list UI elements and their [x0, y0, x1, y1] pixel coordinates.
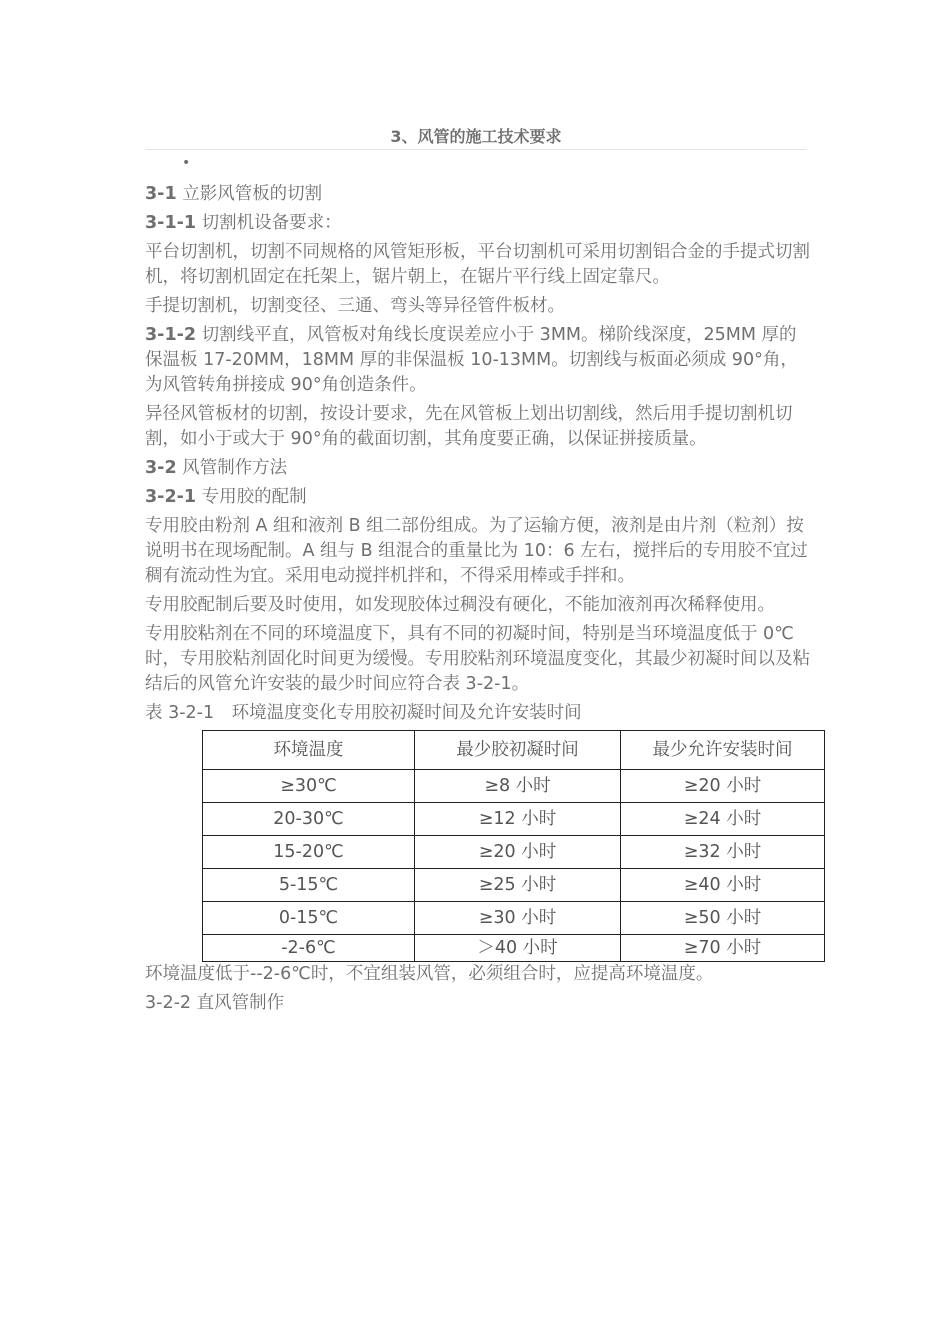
paragraph-glue-composition: 专用胶由粉剂 A 组和液剂 B 组二部份组成。为了运输方便，液剂是由片剂（粒剂）按说明书在现场配制。A 组与 B 组混合的重量比为 10：6 左右，搅拌后的专用胶不宜过稠有流动性为宜。采用电动搅拌机拌和，不得采用棒或手拌和。 — [145, 516, 808, 586]
table-cell: ≥30 小时 — [415, 902, 621, 935]
table-row — [203, 803, 825, 836]
table-cell: ≥8 小时 — [415, 770, 621, 803]
page-title: 3、风管的施工技术要求 — [390, 127, 562, 146]
table-row — [203, 770, 825, 803]
bullet-marker: • — [182, 155, 191, 171]
section-3-1-heading — [145, 182, 810, 207]
title-divider — [145, 149, 807, 150]
section-3-1-2-paragraph — [145, 323, 810, 398]
column-header: 最少允许安装时间 — [621, 731, 825, 770]
table-cell: 0-15℃ — [203, 902, 415, 935]
paragraph-glue-temperature: 专用胶粘剂在不同的环境温度下，具有不同的初凝时间，特别是当环境温度低于 0℃时，专用胶粘剂固化时间更为缓慢。专用胶粘剂环境温度变化，其最少初凝时间以及粘结后的风管允许安装的最少时间应符合表 3-2-1。 — [145, 624, 810, 694]
table-cell: ≥24 小时 — [621, 803, 825, 836]
section-number: 3-1-2 — [145, 325, 197, 345]
section-number: 3-1-1 — [145, 213, 197, 233]
table-cell: ≥25 小时 — [415, 869, 621, 902]
table-header-row — [203, 731, 825, 770]
table-row — [203, 869, 825, 902]
section-title: 切割机设备要求： — [196, 213, 342, 233]
section-title: 风管制作方法 — [176, 458, 288, 478]
table-row — [203, 902, 825, 935]
table-cell: 5-15℃ — [203, 869, 415, 902]
table-cell: -2-6℃ — [203, 935, 415, 962]
table-caption: 表 3-2-1 环境温度变化专用胶初凝时间及允许安装时间 — [145, 703, 582, 723]
table-cell: ≥20 小时 — [415, 836, 621, 869]
section-number: 3-1 — [145, 184, 177, 204]
table-row — [203, 935, 825, 962]
table-cell: ＞40 小时 — [415, 935, 621, 962]
column-header: 最少胶初凝时间 — [415, 731, 621, 770]
section-3-1-1-heading — [145, 211, 810, 236]
table-cell: ≥70 小时 — [621, 935, 825, 962]
table-cell: ≥32 小时 — [621, 836, 825, 869]
table-cell: ≥12 小时 — [415, 803, 621, 836]
temperature-time-table — [202, 730, 825, 962]
paragraph-glue-usage: 专用胶配制后要及时使用，如发现胶体过稠没有硬化，不能加液剂再次稀释使用。 — [145, 595, 775, 615]
table-cell: ≥30℃ — [203, 770, 415, 803]
paragraph-handheld-cutter: 手提切割机，切割变径、三通、弯头等异径管件板材。 — [145, 296, 565, 316]
section-title: 立影风管板的切割 — [176, 184, 323, 204]
section-text: 切割线平直，风管板对角线长度误差应小于 3MM。梯阶线深度，25MM 厚的保温板 17-20MM，18MM 厚的非保温板 10-13MM。切割线与板面必须成 90°角，为风管转角拼接成 90°角创造条件。 — [145, 325, 798, 395]
table-cell: ≥20 小时 — [621, 770, 825, 803]
paragraph-irregular-cutting: 异径风管板材的切割，按设计要求，先在风管板上划出切割线，然后用手提切割机切割，如小于或大于 90°角的截面切割，其角度要正确，以保证拼接质量。 — [145, 404, 793, 449]
table-row — [203, 836, 825, 869]
document-body — [145, 182, 810, 1020]
section-3-2-2-heading: 3-2-2 直风管制作 — [145, 993, 285, 1013]
column-header: 环境温度 — [203, 731, 415, 770]
section-3-2-1-heading — [145, 485, 810, 510]
table-cell: ≥40 小时 — [621, 869, 825, 902]
table-cell: 20-30℃ — [203, 803, 415, 836]
section-title: 专用胶的配制 — [196, 487, 307, 507]
paragraph-low-temperature-note: 环境温度低于--2-6℃时，不宜组装风管，必须组合时，应提高环境温度。 — [145, 964, 714, 984]
section-number: 3-2-1 — [145, 487, 197, 507]
section-number: 3-2 — [145, 458, 177, 478]
paragraph-platform-cutter: 平台切割机，切割不同规格的风管矩形板，平台切割机可采用切割铝合金的手提式切割机，将切割机固定在托架上，锯片朝上，在锯片平行线上固定靠尺。 — [145, 242, 810, 287]
table-cell: 15-20℃ — [203, 836, 415, 869]
table-cell: ≥50 小时 — [621, 902, 825, 935]
section-3-2-heading — [145, 456, 810, 481]
